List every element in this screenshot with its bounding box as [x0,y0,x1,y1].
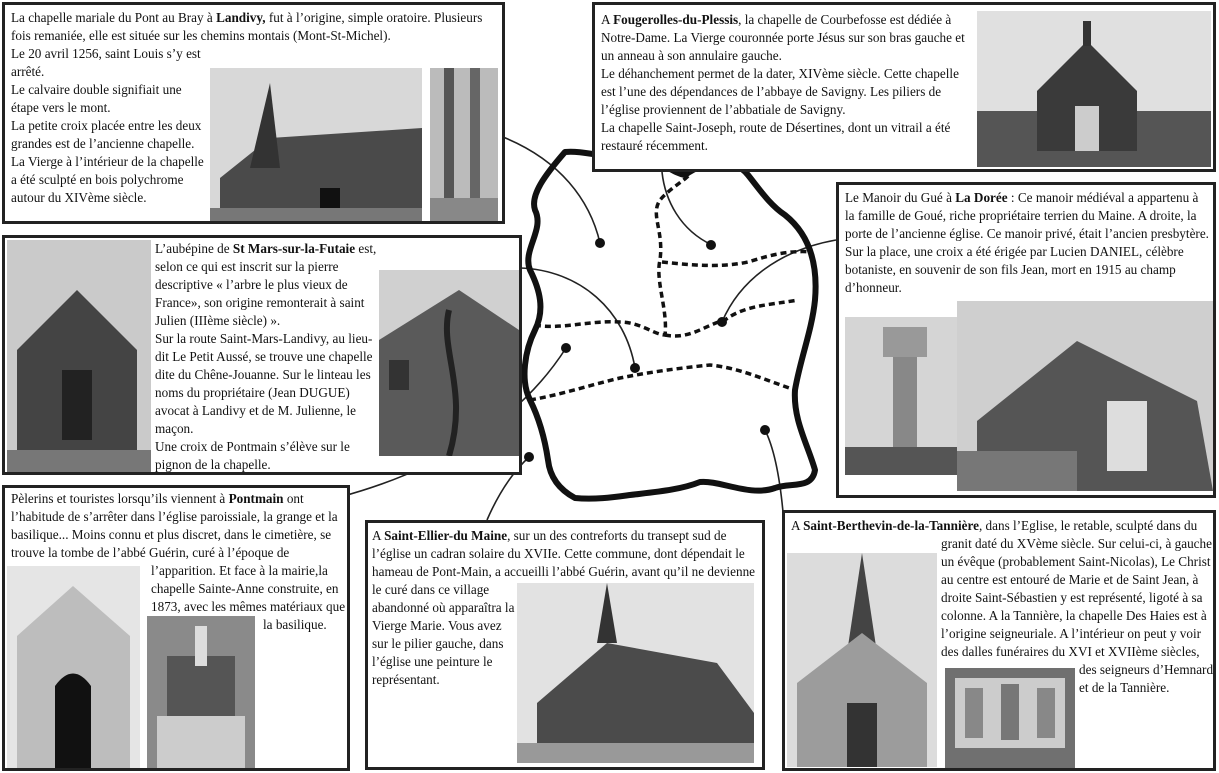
box-st-mars [2,235,522,475]
ellier-place: Saint-Ellier-du Maine [384,528,508,543]
pontmain-chapel-photo [7,566,140,768]
doree-cross-photo [845,317,965,475]
landivy-calvary-photo [430,68,498,224]
pontmain-tomb-photo [147,616,255,770]
stmars-chapel-photo [7,240,151,472]
box-saint-berthevin [782,510,1216,771]
landivy-chapel-photo [210,68,422,224]
map-internal-boundaries [530,176,812,400]
ellier-church-photo [517,583,754,763]
fougerolles-chapel-photo [977,11,1211,167]
box-pontmain [2,485,350,771]
doree-manor-photo [957,301,1213,491]
box-landivy [2,2,505,224]
box-la-doree [836,182,1216,498]
berthevin-altarpiece-photo [945,668,1075,768]
fougerolles-text: A Fougerolles-du-Plessis, la chapelle de Courbefosse est dédiée à Notre-Dame. La Vierge couronnée porte Jésus sur son bras gauche et un anneau à son annulaire gauche. Le déhanchement permet de la dater, XIVème siècle. Cette chapelle est l’une des dépendances de l’abbaye de Savigny. Les piliers de l’église proviennent de l’abbatiale de Savigny. La chapelle Saint-Joseph, route de Désertines, dont un vitrail a été restauré récemment. [601,12,965,153]
doree-text: Le Manoir du Gué à La Dorée : Ce manoir médiéval a appartenu à la famille de Goué, riche propriétaire terrien du Maine. A droite, la porte de l’ancienne église. Ce manoir privé, était l’ancien presbytère. Sur la place, une croix a été érigée par Lucien DANIEL, célèbre botaniste, en souvenir de son fils Jean, mort en 1915 au champ d’honneur. [845,190,1209,295]
landivy-place: Landivy, [216,10,266,25]
box-saint-ellier [365,520,765,770]
landivy-text-left: Le 20 avril 1256, saint Louis s’y est arrêté. Le calvaire double signifiait une étape vers le mont. La petite croix placée entre les deux grandes est de l’ancienne chapelle. La Vierge à l’intérieur de la chapelle a été sculpté en bois polychrome autour du XIVème siècle. [11,46,204,205]
doree-place: La Dorée [955,190,1008,205]
box-fougerolles [592,2,1216,172]
fougerolles-place: Fougerolles-du-Plessis [613,12,739,27]
stmars-hawthorn-photo [379,270,519,456]
berthevin-text: A Saint-Berthevin-de-la-Tannière, dans l’Eglise, le retable, sculpté dans du granit daté du XVème siècle. Sur celui-ci, à gauche un évêque (probablement Saint-Nicolas), Le Christ au centre est entouré de Marie et de Saint Jean, à droite Saint-Sébastien y est représenté, ligoté à sa colonne. A la Tannière, la chapelle Des Haies est à l’origine seigneuriale. A l’intérieur on peut y voir des dalles funéraires du XVI et XVIIème siècles, des seigneurs d’Hemnard et de la Tannière. [791,517,1215,771]
berthevin-church-photo [787,553,937,767]
pontmain-place: Pontmain [228,491,284,506]
berthevin-place: Saint-Berthevin-de-la-Tannière [803,518,979,533]
ellier-text: A Saint-Ellier-du Maine, sur un des contreforts du transept sud de l’église un cadran solaire du XVIIe. Cette commune, dont dépendait le hameau de Pont-Main, a accueilli l’abbé Guérin, avant qu’il ne devienne le curé dans ce village abandonné où apparaîtra la Vierge Marie. Vous avez sur le pilier gauche, dans l’église une peinture le représentant. [372,527,760,770]
landivy-text-top: La chapelle mariale du Pont au Bray à Landivy, fut à l’origine, simple oratoire. Plusieurs fois remaniée, elle est située sur les chemins montais (Mont-St-Michel). [11,10,483,43]
map-dots [524,238,770,462]
pontmain-text-top: Pèlerins et touristes lorsqu’ils viennent à Pontmain ont l’habitude de s’arrêter dans l’église paroissiale, la grange et la basilique... Moins connu et plus discret, dans le cimetière, se trouve la tombe de l’abbé Guérin, curé à l’époque de l’apparition. Et face à la mairie,la chapelle Sainte-Anne construite, en 1873, avec les mêmes matériaux que la basilique. [11,490,347,771]
stmars-place: St Mars-sur-la-Futaie [232,241,356,256]
stmars-text: L’aubépine de St Mars-sur-la-Futaie est, selon ce qui est inscrit sur la pierre descriptive « l’arbre le plus vieux de France», son origine remonterait à saint Julien (IIIème siècle) ». Sur la route Saint-Mars-Landivy, au lieu-dit Le Petit Aussé, se trouve une chapelle dite du Chêne-Jouanne. Sur le linteau les noms du propriétaire (Jean DUGUE) avocat à Landivy et de M. Julienne, le maçon. Une croix de Pontmain s’élève sur le pignon de la chapelle. [155,241,377,472]
